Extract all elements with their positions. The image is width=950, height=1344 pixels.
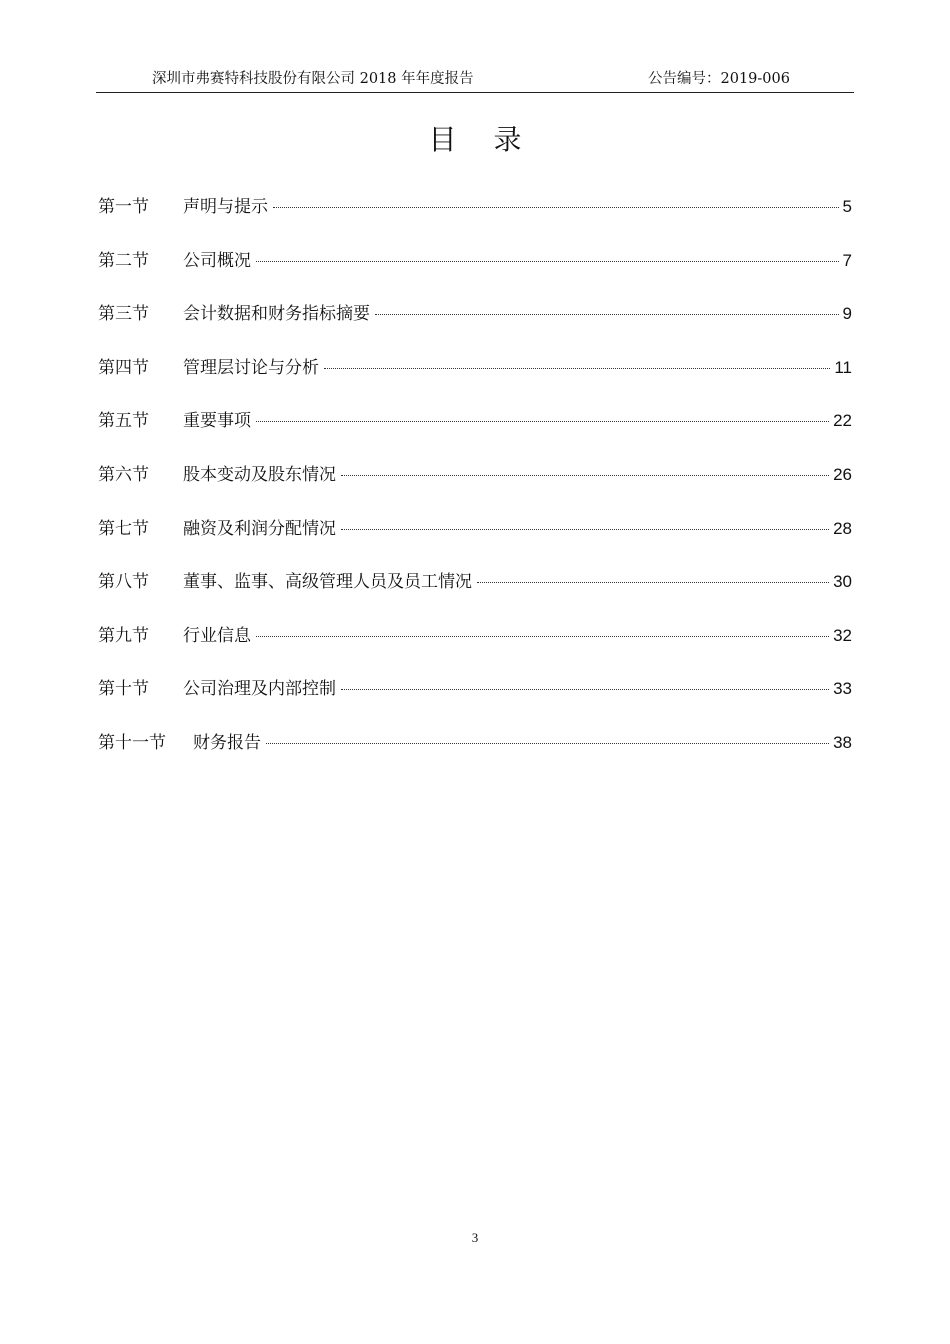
toc-entry-page: 7 xyxy=(842,250,852,270)
toc-entry-page: 33 xyxy=(833,679,852,699)
toc-dot-leader xyxy=(477,582,829,583)
toc-entry-section-4[interactable] xyxy=(98,353,852,407)
toc-entry-section-label: 第六节 xyxy=(98,464,149,485)
toc-dot-leader xyxy=(341,475,829,476)
toc-entry-title: 行业信息 xyxy=(183,625,251,646)
toc-entry-section-label: 第十一节 xyxy=(98,732,166,753)
toc-entry-section-label: 第五节 xyxy=(98,411,149,432)
toc-entry-title: 管理层讨论与分析 xyxy=(183,357,319,378)
toc-entry-page: 11 xyxy=(834,357,852,377)
toc-entry-page: 30 xyxy=(833,572,852,592)
toc-entry-section-5[interactable] xyxy=(98,406,852,460)
announcement-number: 公告编号：2019-006 xyxy=(648,71,790,87)
toc-entry-section-label: 第二节 xyxy=(98,250,149,271)
toc-entry-section-label: 第七节 xyxy=(98,518,149,539)
toc-entry-title: 董事、监事、高级管理人员及员工情况 xyxy=(183,572,472,593)
toc-entry-section-10[interactable] xyxy=(98,674,852,728)
toc-entry-title: 会计数据和财务指标摘要 xyxy=(183,304,370,325)
toc-dot-leader xyxy=(324,368,830,369)
toc-entry-section-label: 第九节 xyxy=(98,625,149,646)
toc-entry-title: 重要事项 xyxy=(183,411,251,432)
toc-entry-title: 公司治理及内部控制 xyxy=(183,679,336,700)
toc-entry-section-label: 第四节 xyxy=(98,357,149,378)
toc-entry-title: 股本变动及股东情况 xyxy=(183,464,336,485)
toc-title: 目 录 xyxy=(428,123,536,156)
toc-entry-page: 32 xyxy=(833,625,852,645)
toc-entry-section-11[interactable] xyxy=(98,728,852,782)
toc-dot-leader xyxy=(341,529,829,530)
toc-entry-page: 22 xyxy=(833,411,852,431)
toc-entry-title: 公司概况 xyxy=(183,250,251,271)
toc-dot-leader xyxy=(256,636,829,637)
toc-entry-section-9[interactable] xyxy=(98,621,852,675)
toc-entry-page: 28 xyxy=(833,518,852,538)
toc-entry-section-1[interactable] xyxy=(98,192,852,246)
table-of-contents xyxy=(98,192,852,782)
toc-entry-title: 声明与提示 xyxy=(183,197,268,217)
toc-entry-section-label: 第八节 xyxy=(98,572,149,593)
toc-entry-page: 38 xyxy=(833,732,852,752)
page-number: 3 xyxy=(471,1230,479,1245)
toc-dot-leader xyxy=(256,261,839,262)
toc-entry-section-label: 第十节 xyxy=(98,679,149,700)
toc-entry-section-3[interactable] xyxy=(98,299,852,353)
page-header xyxy=(96,64,854,93)
toc-entry-page: 26 xyxy=(833,464,852,484)
toc-entry-title: 融资及利润分配情况 xyxy=(183,518,336,539)
toc-entry-page: 5 xyxy=(842,197,852,216)
toc-dot-leader xyxy=(273,207,839,208)
toc-dot-leader xyxy=(256,421,829,422)
toc-entry-section-8[interactable] xyxy=(98,567,852,621)
toc-entry-section-label: 第一节 xyxy=(98,197,149,217)
toc-entry-page: 9 xyxy=(842,304,852,324)
toc-entry-title: 财务报告 xyxy=(193,732,261,753)
toc-dot-leader xyxy=(341,689,829,690)
toc-dot-leader xyxy=(375,314,839,315)
toc-entry-section-2[interactable] xyxy=(98,246,852,300)
toc-entry-section-label: 第三节 xyxy=(98,304,149,325)
toc-entry-section-7[interactable] xyxy=(98,514,852,568)
toc-dot-leader xyxy=(266,743,829,744)
toc-entry-section-6[interactable] xyxy=(98,460,852,514)
report-title: 深圳市弗赛特科技股份有限公司 2018 年年度报告 xyxy=(152,71,474,87)
